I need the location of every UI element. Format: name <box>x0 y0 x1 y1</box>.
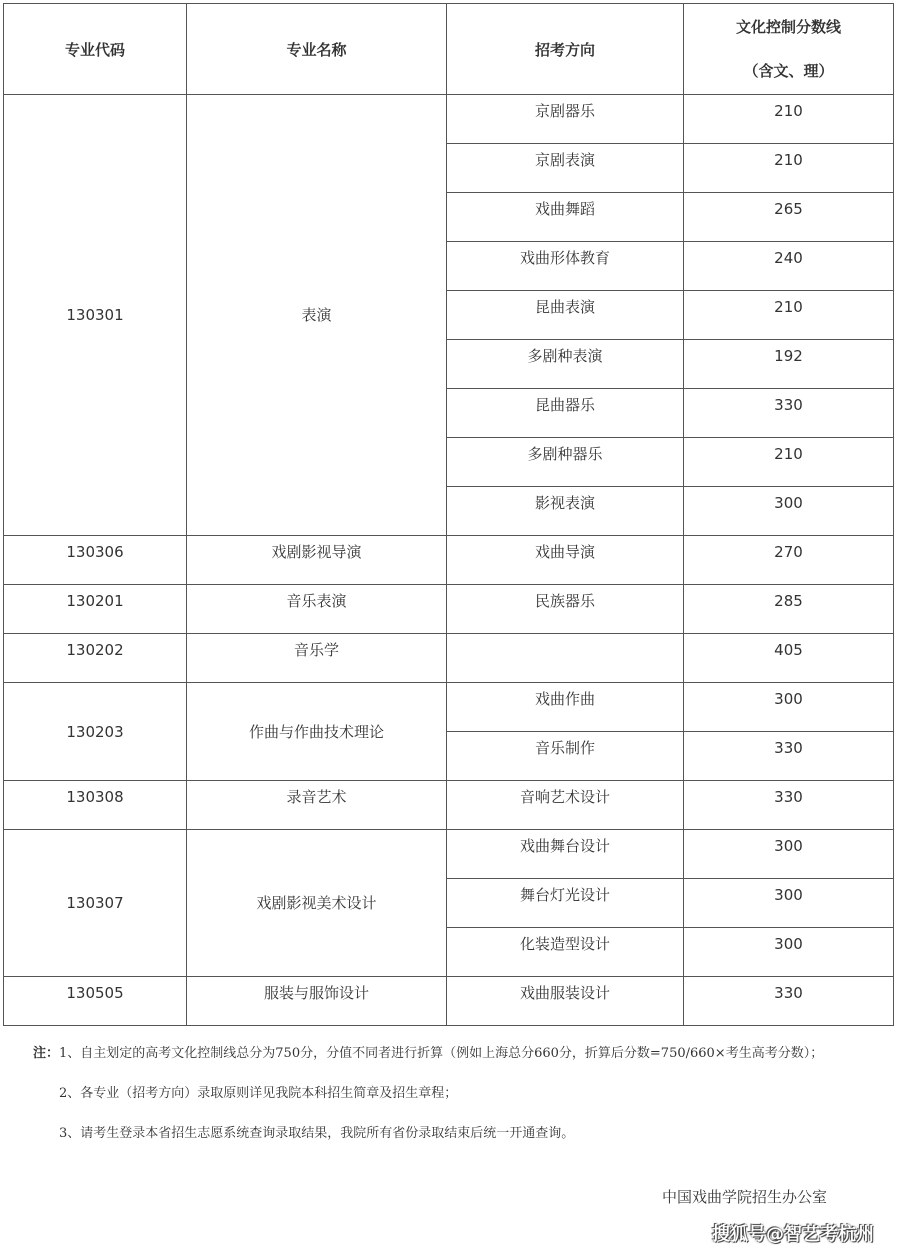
cell-direction: 戏曲舞台设计 <box>447 830 684 879</box>
cell-major-code: 130202 <box>4 634 187 683</box>
table-row <box>4 536 894 585</box>
cell-major-name: 戏剧影视美术设计 <box>187 830 447 977</box>
cell-direction: 昆曲器乐 <box>447 389 684 438</box>
cell-score: 240 <box>684 242 894 291</box>
note-label: 注： <box>33 1046 60 1061</box>
header-name: 专业名称 <box>187 4 447 95</box>
table-row <box>4 634 894 683</box>
cell-score: 300 <box>684 928 894 977</box>
table-row <box>4 977 894 1026</box>
cell-score: 330 <box>684 781 894 830</box>
cell-major-name: 表演 <box>187 95 447 536</box>
cell-major-code: 130307 <box>4 830 187 977</box>
cell-major-name: 服装与服饰设计 <box>187 977 447 1026</box>
cell-score: 300 <box>684 830 894 879</box>
cell-direction: 戏曲服装设计 <box>447 977 684 1026</box>
cell-direction: 京剧器乐 <box>447 95 684 144</box>
cell-score: 300 <box>684 879 894 928</box>
cell-score: 210 <box>684 95 894 144</box>
table-row <box>4 781 894 830</box>
table-header <box>4 4 894 95</box>
cell-major-code: 130201 <box>4 585 187 634</box>
cell-score: 210 <box>684 291 894 340</box>
header-score-line2: （含文、理） <box>743 62 834 80</box>
table-row <box>4 683 894 732</box>
cell-direction: 音乐制作 <box>447 732 684 781</box>
cell-score: 210 <box>684 144 894 193</box>
cell-direction: 民族器乐 <box>447 585 684 634</box>
header-score-line1: 文化控制分数线 <box>735 18 841 36</box>
header-code: 专业代码 <box>4 4 187 95</box>
cell-direction: 音响艺术设计 <box>447 781 684 830</box>
note-item-2: 2、各专业（招考方向）录取原则详见我院本科招生简章及招生章程； <box>59 1086 458 1101</box>
cell-score: 265 <box>684 193 894 242</box>
cell-major-code: 130308 <box>4 781 187 830</box>
cell-direction: 化装造型设计 <box>447 928 684 977</box>
table-row <box>4 585 894 634</box>
header-direction: 招考方向 <box>447 4 684 95</box>
table-row <box>4 830 894 879</box>
cell-direction: 京剧表演 <box>447 144 684 193</box>
cell-major-name: 作曲与作曲技术理论 <box>187 683 447 781</box>
cell-direction: 昆曲表演 <box>447 291 684 340</box>
cell-score: 300 <box>684 487 894 536</box>
cell-score: 330 <box>684 389 894 438</box>
cell-direction: 戏曲形体教育 <box>447 242 684 291</box>
cell-direction <box>447 634 684 683</box>
cell-major-name: 音乐表演 <box>187 585 447 634</box>
note-item-1: 注：1、自主划定的高考文化控制线总分为750分，分值不同者进行折算（例如上海总分660分，折算后分数=750/660×考生高考分数）； <box>33 1046 824 1061</box>
cell-score: 270 <box>684 536 894 585</box>
note-item-3: 3、请考生登录本省招生志愿系统查询录取结果，我院所有省份录取结束后统一开通查询。 <box>59 1126 575 1141</box>
notes-section <box>33 1042 891 1162</box>
header-row <box>4 4 894 95</box>
cell-score: 210 <box>684 438 894 487</box>
cell-major-name: 音乐学 <box>187 634 447 683</box>
cell-major-code: 130306 <box>4 536 187 585</box>
header-score <box>684 4 894 95</box>
office-signature: 中国戏曲学院招生办公室 <box>662 1188 828 1206</box>
cell-direction: 影视表演 <box>447 487 684 536</box>
watermark: 搜狐号@智艺考杭州 <box>712 1224 874 1245</box>
cell-direction: 舞台灯光设计 <box>447 879 684 928</box>
cell-direction: 多剧种表演 <box>447 340 684 389</box>
table-row <box>4 95 894 144</box>
cell-score: 285 <box>684 585 894 634</box>
table-body <box>4 95 894 1026</box>
cell-major-name: 录音艺术 <box>187 781 447 830</box>
cell-direction: 戏曲作曲 <box>447 683 684 732</box>
cell-major-code: 130301 <box>4 95 187 536</box>
cell-score: 300 <box>684 683 894 732</box>
cell-direction: 戏曲导演 <box>447 536 684 585</box>
cell-major-code: 130505 <box>4 977 187 1026</box>
score-table <box>3 3 894 1026</box>
cell-direction: 戏曲舞蹈 <box>447 193 684 242</box>
cell-direction: 多剧种器乐 <box>447 438 684 487</box>
cell-score: 330 <box>684 977 894 1026</box>
cell-score: 192 <box>684 340 894 389</box>
cell-score: 405 <box>684 634 894 683</box>
cell-major-name: 戏剧影视导演 <box>187 536 447 585</box>
cell-major-code: 130203 <box>4 683 187 781</box>
cell-score: 330 <box>684 732 894 781</box>
